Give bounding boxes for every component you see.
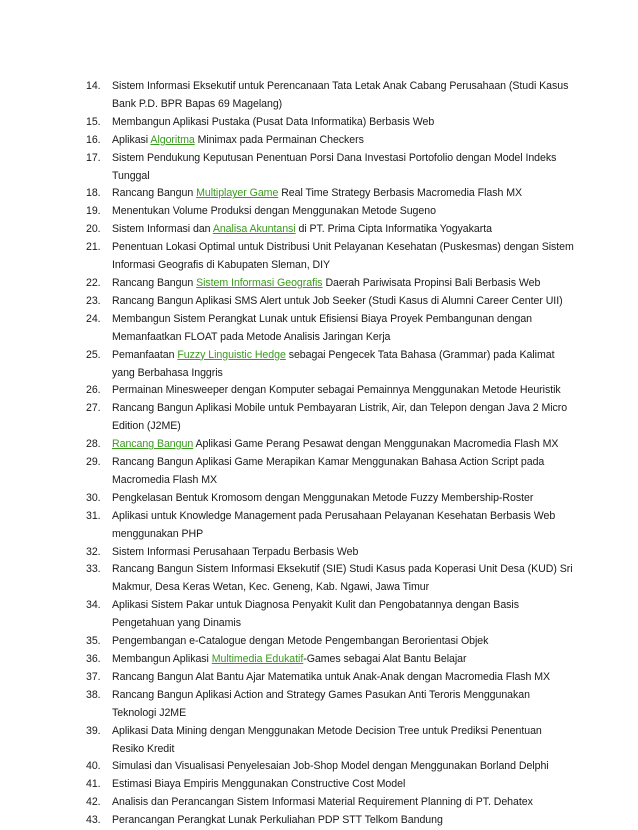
item-text: Penentuan Lokasi Optimal untuk Distribusi Unit Pelayanan Kesehatan (Puskesmas) dengan Sistem Informasi Geografis di Kabupaten Sleman, DIY (112, 241, 574, 272)
item-number: 18. (86, 187, 101, 200)
keyword-link[interactable]: Analisa Akuntansi (212, 223, 296, 236)
list-item (86, 275, 576, 293)
item-number: 42. (86, 796, 101, 809)
item-number: 37. (86, 670, 101, 683)
keyword-link[interactable]: Fuzzy Linguistic Hedge (177, 348, 286, 361)
thesis-title-list (86, 78, 576, 830)
list-item (86, 436, 576, 454)
item-number: 26. (86, 384, 101, 397)
list-item (86, 221, 576, 239)
item-number: 15. (86, 115, 101, 128)
item-number: 30. (86, 491, 101, 504)
list-item (86, 794, 576, 812)
list-item (86, 203, 576, 221)
item-text: Daerah Pariwisata Propinsi Bali Berbasis Web (322, 276, 541, 289)
list-item (86, 293, 576, 311)
item-text: Rancang Bangun Sistem Informasi Eksekutif (SIE) Studi Kasus pada Koperasi Unit Desa (KUD) Sri Makmur, Desa Keras Wetan, Kec. Geneng, Kab. Ngawi, Jawa Timur (112, 563, 573, 594)
item-text: Rancang Bangun (112, 276, 197, 289)
list-item (86, 454, 576, 490)
item-number: 22. (86, 276, 101, 289)
list-item (86, 561, 576, 597)
item-number: 14. (86, 80, 101, 92)
item-text: Membangun Aplikasi (112, 653, 212, 665)
item-text: Pemanfaatan (112, 348, 178, 361)
item-text: Permainan Minesweeper dengan Komputer sebagai Pemainnya Menggunakan Metode Heuristik (112, 384, 561, 397)
item-text: Aplikasi untuk Knowledge Management pada Perusahaan Pelayanan Kesehatan Berbasis Web menggunakan PHP (112, 509, 556, 540)
item-text: Sistem Informasi dan (112, 223, 213, 236)
item-text: Rancang Bangun Aplikasi SMS Alert untuk Job Seeker (Studi Kasus di Alumni Career Center UII) (112, 294, 563, 307)
list-item (86, 758, 576, 776)
list-item (86, 508, 576, 544)
list-item (86, 651, 576, 669)
item-text: Rancang Bangun (112, 187, 197, 200)
list-item (86, 382, 576, 400)
item-number: 41. (86, 778, 101, 791)
item-number: 24. (86, 312, 101, 325)
item-number: 33. (86, 563, 101, 576)
keyword-link[interactable]: Multiplayer Game (196, 187, 279, 200)
list-item (86, 633, 576, 651)
item-text: Rancang Bangun Alat Bantu Ajar Matematika untuk Anak-Anak dengan Macromedia Flash MX (112, 670, 551, 683)
list-item (86, 669, 576, 687)
list-item (86, 490, 576, 508)
list-item (86, 150, 576, 186)
item-number: 20. (86, 223, 101, 236)
item-text: Sistem Pendukung Keputusan Penentuan Porsi Dana Investasi Portofolio dengan Model Indeks Tunggal (112, 151, 557, 182)
item-text: Sistem Informasi Perusahaan Terpadu Berbasis Web (112, 545, 359, 558)
list-item (86, 114, 576, 132)
item-text: -Games sebagai Alat Bantu Belajar (303, 653, 467, 665)
list-item (86, 687, 576, 723)
item-number: 35. (86, 635, 101, 648)
item-text: Aplikasi Data Mining dengan Menggunakan Metode Decision Tree untuk Prediksi Penentuan Resiko Kredit (112, 724, 542, 755)
keyword-link[interactable]: Multimedia Edukatif (211, 653, 304, 665)
item-text: Perancangan Perangkat Lunak Perkuliahan PDP STT Telkom Bandung (112, 814, 443, 827)
item-text: Sistem Informasi Eksekutif untuk Perencanaan Tata Letak Anak Cabang Perusahaan (Studi Kasus Bank P.D. BPR Bapas 69 Magelang) (112, 80, 569, 110)
list-item (86, 239, 576, 275)
list-item (86, 185, 576, 203)
item-number: 38. (86, 688, 101, 701)
list-item (86, 311, 576, 347)
item-number: 23. (86, 294, 101, 307)
list-item (86, 132, 576, 150)
list-item (86, 776, 576, 794)
item-text: Membangun Sistem Perangkat Lunak untuk Efisiensi Biaya Proyek Pembangunan dengan Memanfaatkan FLOAT pada Metode Analisis Jaringan Kerja (112, 312, 533, 343)
list-item (86, 544, 576, 562)
item-text: Minimax pada Permainan Checkers (194, 133, 364, 146)
item-number: 31. (86, 509, 101, 522)
item-number: 21. (86, 241, 101, 254)
item-number: 17. (86, 151, 101, 164)
item-number: 40. (86, 760, 101, 773)
item-text: Aplikasi Sistem Pakar untuk Diagnosa Penyakit Kulit dan Pengobatannya dengan Basis Pengetahuan yang Dinamis (112, 599, 519, 630)
keyword-link[interactable]: Rancang Bangun (112, 438, 194, 451)
item-number: 25. (86, 348, 101, 361)
list-item (86, 723, 576, 759)
item-text: Aplikasi Game Perang Pesawat dengan Menggunakan Macromedia Flash MX (193, 438, 559, 451)
item-text: Rancang Bangun Aplikasi Mobile untuk Pembayaran Listrik, Air, dan Telepon dengan Java 2 Micro Edition (J2ME) (112, 402, 568, 433)
item-text: Rancang Bangun Aplikasi Action and Strategy Games Pasukan Anti Teroris Menggunakan Teknologi J2ME (112, 688, 530, 719)
keyword-link[interactable]: Algoritma (150, 133, 195, 146)
item-text: Membangun Aplikasi Pustaka (Pusat Data Informatika) Berbasis Web (112, 115, 435, 128)
item-text: Estimasi Biaya Empiris Menggunakan Constructive Cost Model (112, 778, 406, 791)
item-number: 27. (86, 402, 101, 415)
list-item (86, 400, 576, 436)
item-number: 34. (86, 599, 101, 612)
item-text: Aplikasi (112, 133, 151, 146)
item-number: 28. (86, 438, 101, 451)
item-text: Simulasi dan Visualisasi Penyelesaian Job-Shop Model dengan Menggunakan Borland Delphi (112, 760, 549, 773)
list-item (86, 78, 576, 114)
item-number: 32. (86, 545, 101, 558)
item-text: Pengkelasan Bentuk Kromosom dengan Menggunakan Metode Fuzzy Membership-Roster (112, 491, 534, 504)
item-text: Analisis dan Perancangan Sistem Informasi Material Requirement Planning di PT. Dehatex (112, 796, 533, 809)
item-number: 39. (86, 724, 101, 737)
item-text: Real Time Strategy Berbasis Macromedia Flash MX (278, 187, 522, 200)
list-item (86, 347, 576, 383)
item-text: di PT. Prima Cipta Informatika Yogyakarta (295, 223, 492, 236)
item-number: 16. (86, 133, 101, 146)
item-text: Pengembangan e-Catalogue dengan Metode Pengembangan Berorientasi Objek (112, 635, 489, 648)
item-text: Menentukan Volume Produksi dengan Menggunakan Metode Sugeno (112, 205, 436, 218)
item-number: 19. (86, 205, 101, 218)
list-item (86, 597, 576, 633)
list-item (86, 812, 576, 830)
keyword-link[interactable]: Sistem Informasi Geografis (196, 276, 323, 289)
item-text: Rancang Bangun Aplikasi Game Merapikan Kamar Menggunakan Bahasa Action Script pada Macromedia Flash MX (112, 456, 545, 486)
item-number: 29. (86, 456, 101, 469)
item-number: 36. (86, 653, 101, 665)
item-text: sebagai Pengecek Tata Bahasa (Grammar) pada Kalimat yang Berbahasa Inggris (112, 348, 555, 379)
item-number: 43. (86, 814, 101, 827)
